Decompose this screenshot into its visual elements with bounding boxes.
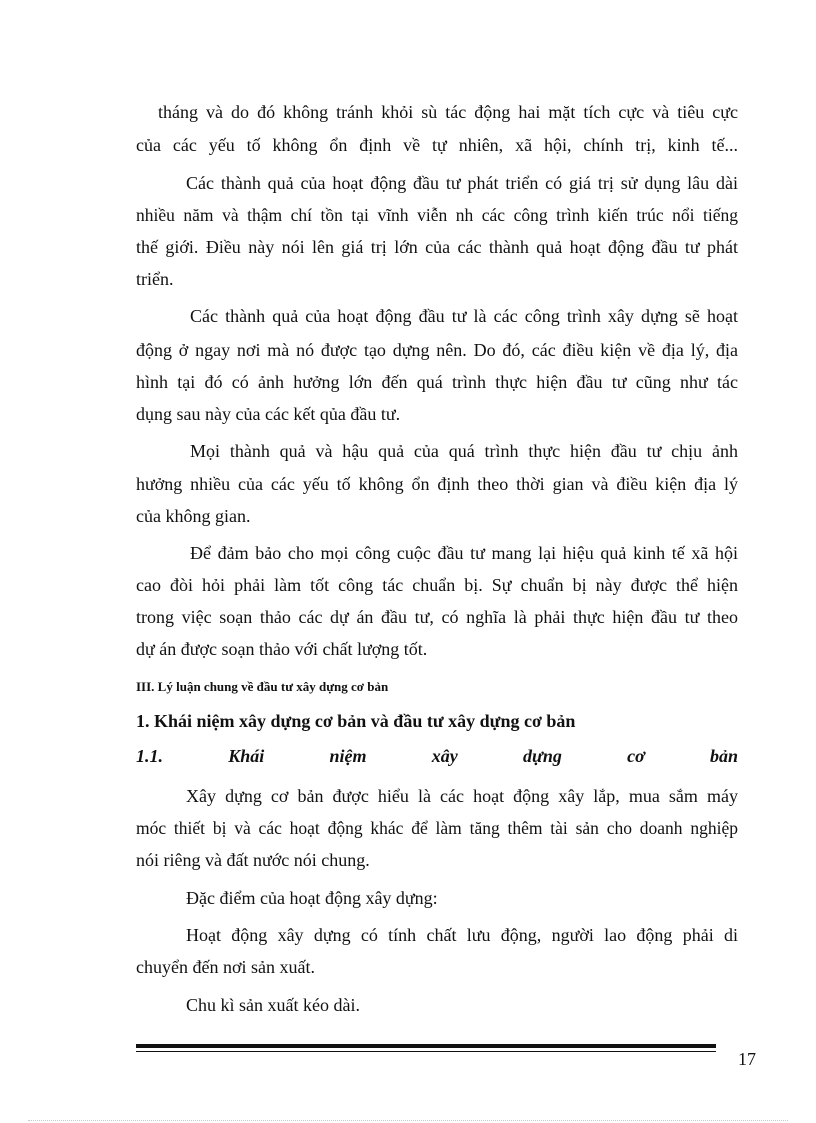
text-line: nhiều năm và thậm chí tồn tại vĩnh viễn nh các công trình kiến trúc nổi tiếng [136, 205, 738, 225]
text-line: Hoạt động xây dựng có tính chất lưu động, người lao động phải di [186, 925, 738, 945]
text-line: Các thành quả của hoạt động đầu tư phát triển có giá trị sử dụng lâu dài [186, 173, 738, 193]
subsection-heading: 1.1. Khái niệm xây dựng cơ bản [136, 746, 738, 766]
footer-rule-thin [136, 1051, 716, 1052]
text-line: móc thiết bị và các hoạt động khác để làm tăng thêm tài sản cho doanh nghiệp [136, 818, 738, 838]
text-line: Mọi thành quả và hậu quả của quá trình thực hiện đầu tư chịu ảnh [190, 441, 738, 461]
text-line: thế giới. Điều này nói lên giá trị lớn của các thành quả hoạt động đầu tư phát [136, 237, 738, 257]
text-line: cao đòi hỏi phải làm tốt công tác chuẩn bị. Sự chuẩn bị này được thể hiện [136, 575, 738, 595]
section-heading: III. Lý luận chung về đầu tư xây dựng cơ bản [136, 679, 389, 694]
text-line: dụng sau này của các kết qủa đầu tư. [136, 404, 401, 424]
text-line: dự án được soạn thảo với chất lượng tốt. [136, 639, 428, 659]
text-line: nói riêng và đất nước nói chung. [136, 850, 370, 870]
text-line: Đặc điểm của hoạt động xây dựng: [186, 888, 438, 908]
text-line: hưởng nhiều của các yếu tố không ổn định theo thời gian và điều kiện địa lý [136, 474, 738, 494]
text-line: triển. [136, 269, 174, 289]
footer-rule-thick [136, 1044, 716, 1048]
text-line: của không gian. [136, 506, 251, 526]
text-line: tháng và do đó không tránh khỏi sù tác động hai mặt tích cực và tiêu cực [158, 102, 738, 122]
text-line: Các thành quả của hoạt động đầu tư là các công trình xây dựng sẽ hoạt [190, 306, 738, 326]
page-boundary [28, 1120, 788, 1121]
text-line: hình tại đó có ảnh hưởng lớn đến quá trình thực hiện đầu tư cũng như tác [136, 372, 738, 392]
text-line: Xây dựng cơ bản được hiểu là các hoạt động xây lắp, mua sắm máy [186, 786, 738, 806]
text-line: chuyển đến nơi sản xuất. [136, 957, 315, 977]
text-line: động ở ngay nơi mà nó được tạo dựng nên. Do đó, các điều kiện về địa lý, địa [136, 340, 738, 360]
text-line: trong việc soạn thảo các dự án đầu tư, có nghĩa là phải thực hiện đầu tư theo [136, 607, 738, 627]
page-number: 17 [738, 1049, 756, 1069]
text-line: của các yếu tố không ổn định về tự nhiên, xã hội, chính trị, kinh tế... [136, 135, 738, 155]
text-line: Để đảm bảo cho mọi công cuộc đầu tư mang lại hiệu quả kinh tế xã hội [190, 543, 738, 563]
text-line: Chu kì sản xuất kéo dài. [186, 995, 360, 1015]
section-heading: 1. Khái niệm xây dựng cơ bản và đầu tư xây dựng cơ bản [136, 711, 576, 731]
